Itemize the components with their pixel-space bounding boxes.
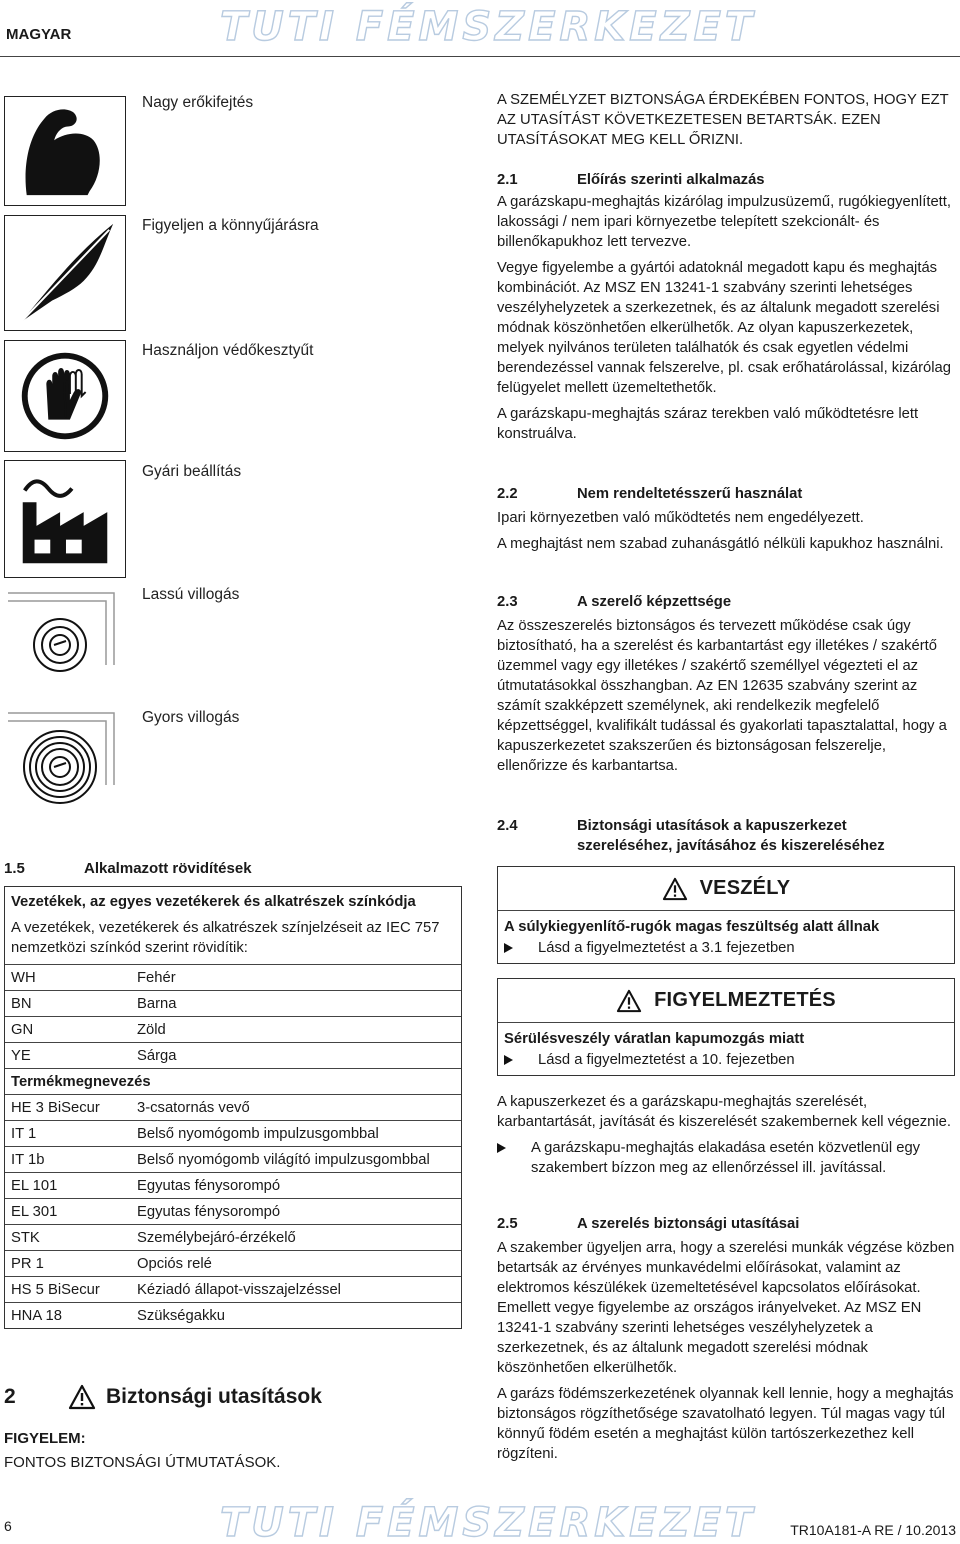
section-body-2-5 [497, 1238, 955, 1470]
table-row [5, 1224, 461, 1250]
table-row [5, 1146, 461, 1172]
table-row [5, 990, 461, 1016]
abbr-value: Barna [137, 995, 177, 1012]
paragraph: Az összeszerelés biztonságos és tervezett működése csak úgy biztosítható, ha a szerelést és karbantartást egy illetékes / szakértő üzemmel vagy egy illetékes / szakértő személlyel végezteti el az útmutatásokkal összhangban. Az EN 12635 szabvány szerint az számít szakképzett személynek, aki rendelkezik megfelelő képzettséggel, kvalifikált tudással és gyakorlati tapasztalattal, hogy a kapuszerkezetet szakszerűen és biztonságosan felszerelje, ellenőrizze és karbantartsa. [497, 618, 947, 774]
table-row [5, 1276, 461, 1302]
table-row [5, 964, 461, 990]
danger-box-body [498, 911, 954, 963]
table-row [5, 1250, 461, 1276]
section-title-abbreviations: Alkalmazott rövidítések [84, 860, 252, 877]
section-title: A szerelés biztonsági utasításai [577, 1216, 800, 1232]
section-title: A szerelő képzettsége [577, 594, 732, 610]
abbr-key: PR 1 [11, 1255, 44, 1272]
watermark-bottom: TUTI FÉMSZERKEZET [220, 1500, 757, 1544]
symbol-label-factory: Gyári beállítás [142, 463, 242, 480]
table-row [5, 1302, 461, 1328]
warning-triangle-icon [68, 1384, 96, 1410]
language-label: MAGYAR [6, 26, 72, 43]
table-row [5, 1016, 461, 1042]
abbr-key: YE [11, 1047, 31, 1064]
abbr-key: IT 1b [11, 1151, 45, 1168]
warning-box-statement: Sérülésveszély váratlan kapumozgás miatt [504, 1031, 805, 1047]
section-heading-2-5 [497, 1214, 799, 1234]
paragraph: Vegye figyelembe a gyártói adatoknál megadott kapu és meghajtás kombinációt. Az MSZ EN 13241-1 szabvány szerinti lehetséges veszélyhelyzetek a szerkezetnek, és az általunk megadott szerelési módnak köszönhetően elkerülhetők. Az olyan kapuszerkezetek, melyek nyilvános területen találhatók és csak egyetlen védelmi berendezéssel vannak felszerelve, pl. csak erőhatárolással, kizárólag felügyelet mellett üzemeltethetők. [497, 260, 952, 396]
abbr-key: HNA 18 [11, 1307, 62, 1324]
document-reference: TR10A181-A RE / 10.2013 [790, 1522, 956, 1538]
chapter-title [4, 1384, 322, 1410]
abbr-key: GN [11, 1021, 34, 1038]
chapter-title-text: Biztonsági utasítások [106, 1385, 322, 1408]
feather-icon [4, 215, 126, 331]
symbol-label-fast-blink: Gyors villogás [142, 709, 240, 726]
section-number: 2.4 [497, 818, 518, 834]
section-heading-2-3 [497, 592, 731, 612]
table-row [5, 1172, 461, 1198]
table-row [5, 1198, 461, 1224]
danger-box [497, 866, 955, 964]
section-heading-2-1 [497, 170, 765, 190]
abbr-value: Szükségakku [137, 1307, 226, 1324]
abbr-key: EL 101 [11, 1177, 58, 1194]
section-number: 2.5 [497, 1216, 518, 1232]
table-row [5, 1042, 461, 1068]
abbr-value: Fehér [137, 969, 176, 986]
danger-box-header [498, 867, 954, 911]
paragraph: A garázskapu-meghajtás kizárólag impulzusüzemű, rugókiegyenlített, lakossági / nem ipari környezetbe telepített szekcionált- és billenőkapukhoz lett tervezve. [497, 194, 952, 250]
warning-box-reference: Lásd a figyelmeztetést a 10. fejezetben [504, 1050, 948, 1071]
paragraph: A kapuszerkezet és a garázskapu-meghajtás szerelését, karbantartását, javítását és kiszerelését szakembernek kell végeznie. [497, 1094, 951, 1130]
abbr-value: Zöld [137, 1021, 166, 1038]
warning-triangle-icon [662, 877, 688, 901]
products-subheading: Termékmegnevezés [5, 1068, 461, 1094]
fast-blink-icon [4, 705, 126, 817]
section-title: Előírás szerinti alkalmazás [577, 172, 765, 188]
protective-glove-icon [4, 340, 126, 452]
abbr-value: Opciós relé [137, 1255, 212, 1272]
warning-box [497, 978, 955, 1076]
abbr-value: Sárga [137, 1047, 177, 1064]
warning-box-header [498, 979, 954, 1023]
table-row [5, 1120, 461, 1146]
abbr-value: Belső nyomógomb világító impulzusgombbal [137, 1151, 430, 1168]
bullet-item: A garázskapu-meghajtás elakadása esetén közvetlenül egy szakembert bízzon meg az ellenőrzéssel ill. javítással. [497, 1138, 955, 1178]
danger-box-statement: A súlykiegyenlítő-rugók magas feszültség alatt állnak [504, 919, 880, 935]
abbr-value: Egyutas fénysorompó [137, 1177, 281, 1194]
danger-box-reference: Lásd a figyelmeztetést a 3.1 fejezetben [504, 938, 948, 959]
paragraph: A garázskapu-meghajtás száraz terekben való működtetésre lett konstruálva. [497, 406, 919, 442]
section-heading-2-4 [497, 816, 937, 856]
strong-arm-icon [4, 96, 126, 206]
notice-text: FONTOS BIZTONSÁGI ÚTMUTATÁSOK. [4, 1454, 281, 1471]
abbreviation-table [4, 886, 462, 1329]
abbr-key: IT 1 [11, 1125, 37, 1142]
abbr-key: EL 301 [11, 1203, 58, 1220]
section-body-2-4 [497, 1092, 955, 1178]
page-number: 6 [4, 1518, 12, 1534]
section-body-2-3 [497, 616, 955, 782]
header-divider [0, 56, 960, 57]
abbr-value: Belső nyomógomb impulzusgombbal [137, 1125, 379, 1142]
section-title: Nem rendeltetésszerű használat [577, 486, 803, 502]
section-number-1-5: 1.5 [4, 860, 25, 877]
symbol-label-glove: Használjon védőkesztyűt [142, 342, 314, 359]
abbr-key: HE 3 BiSecur [11, 1099, 100, 1116]
notice-label: FIGYELEM: [4, 1430, 86, 1447]
abbreviation-table-desc: A vezetékek, vezetékerek és alkatrészek színjelzéseit az IEC 757 nemzetközi színkód szerint rövidítik: [11, 920, 440, 956]
abbr-value: Személybejáró-érzékelő [137, 1229, 296, 1246]
paragraph: Ipari környezetben való működtetés nem engedélyezett. [497, 510, 864, 526]
safety-intro: A SZEMÉLYZET BIZTONSÁGA ÉRDEKÉBEN FONTOS, HOGY EZT AZ UTASÍTÁST KÖVETKEZETESEN BETARTSÁK. EZEN UTASÍTÁSOKAT MEG KELL ŐRIZNI. [497, 92, 949, 148]
section-body-2-1 [497, 192, 955, 450]
section-number: 2.1 [497, 172, 518, 188]
slow-blink-icon [4, 585, 126, 697]
symbol-label-strong-arm: Nagy erőkifejtés [142, 94, 254, 111]
paragraph: A szakember ügyeljen arra, hogy a szerelési munkák végzése közben betartsák az érvényes munkavédelmi előírásokat, valamint az elektromos készülékek üzemeltetésével kapcsolatos előírásokat. Emellett vegye figyelembe az országos irányelveket. Az MSZ EN 13241-1 szabvány szerinti lehetséges veszélyhelyzetek a szerkezetnek, és az általunk megadott szerelési módnak köszönhetően elkerülhetők. [497, 1240, 955, 1376]
section-body-2-2 [497, 508, 955, 560]
section-number: 2.2 [497, 486, 518, 502]
watermark-top: TUTI FÉMSZERKEZET [220, 4, 757, 50]
abbr-key: BN [11, 995, 32, 1012]
abbr-key: WH [11, 969, 36, 986]
abbr-value: Kéziadó állapot-visszajelzéssel [137, 1281, 341, 1298]
warning-box-body [498, 1023, 954, 1075]
abbr-key: STK [11, 1229, 40, 1246]
paragraph: A meghajtást nem szabad zuhanásgátló nélküli kapukhoz használni. [497, 536, 944, 552]
abbr-value: Egyutas fénysorompó [137, 1203, 281, 1220]
symbol-label-slow-blink: Lassú villogás [142, 586, 240, 603]
section-heading-2-2 [497, 484, 802, 504]
table-row [5, 1094, 461, 1120]
abbr-value: 3-csatornás vevő [137, 1099, 250, 1116]
section-number: 2.3 [497, 594, 518, 610]
abbreviation-table-head: Vezetékek, az egyes vezetékerek és alkatrészek színkódja [11, 894, 416, 910]
warning-box-title: FIGYELMEZTETÉS [654, 989, 836, 1011]
factory-setting-icon [4, 460, 126, 578]
paragraph: A garázs födémszerkezetének olyannak kell lennie, hogy a meghajtás biztonságos rögzíthetősége szavatolható legyen. Túl magas vagy túl könnyű födém esetén a meghajtást külön tartószerkezethez kell rögzíteni. [497, 1386, 954, 1462]
abbr-key: HS 5 BiSecur [11, 1281, 100, 1298]
section-title: Biztonsági utasítások a kapuszerkezet szereléséhez, javításához és kiszereléséhez [577, 818, 885, 854]
warning-triangle-icon [616, 989, 642, 1013]
symbol-label-feather: Figyeljen a könnyűjárásra [142, 217, 319, 234]
danger-box-title: VESZÉLY [699, 877, 791, 899]
chapter-number: 2 [4, 1385, 16, 1408]
